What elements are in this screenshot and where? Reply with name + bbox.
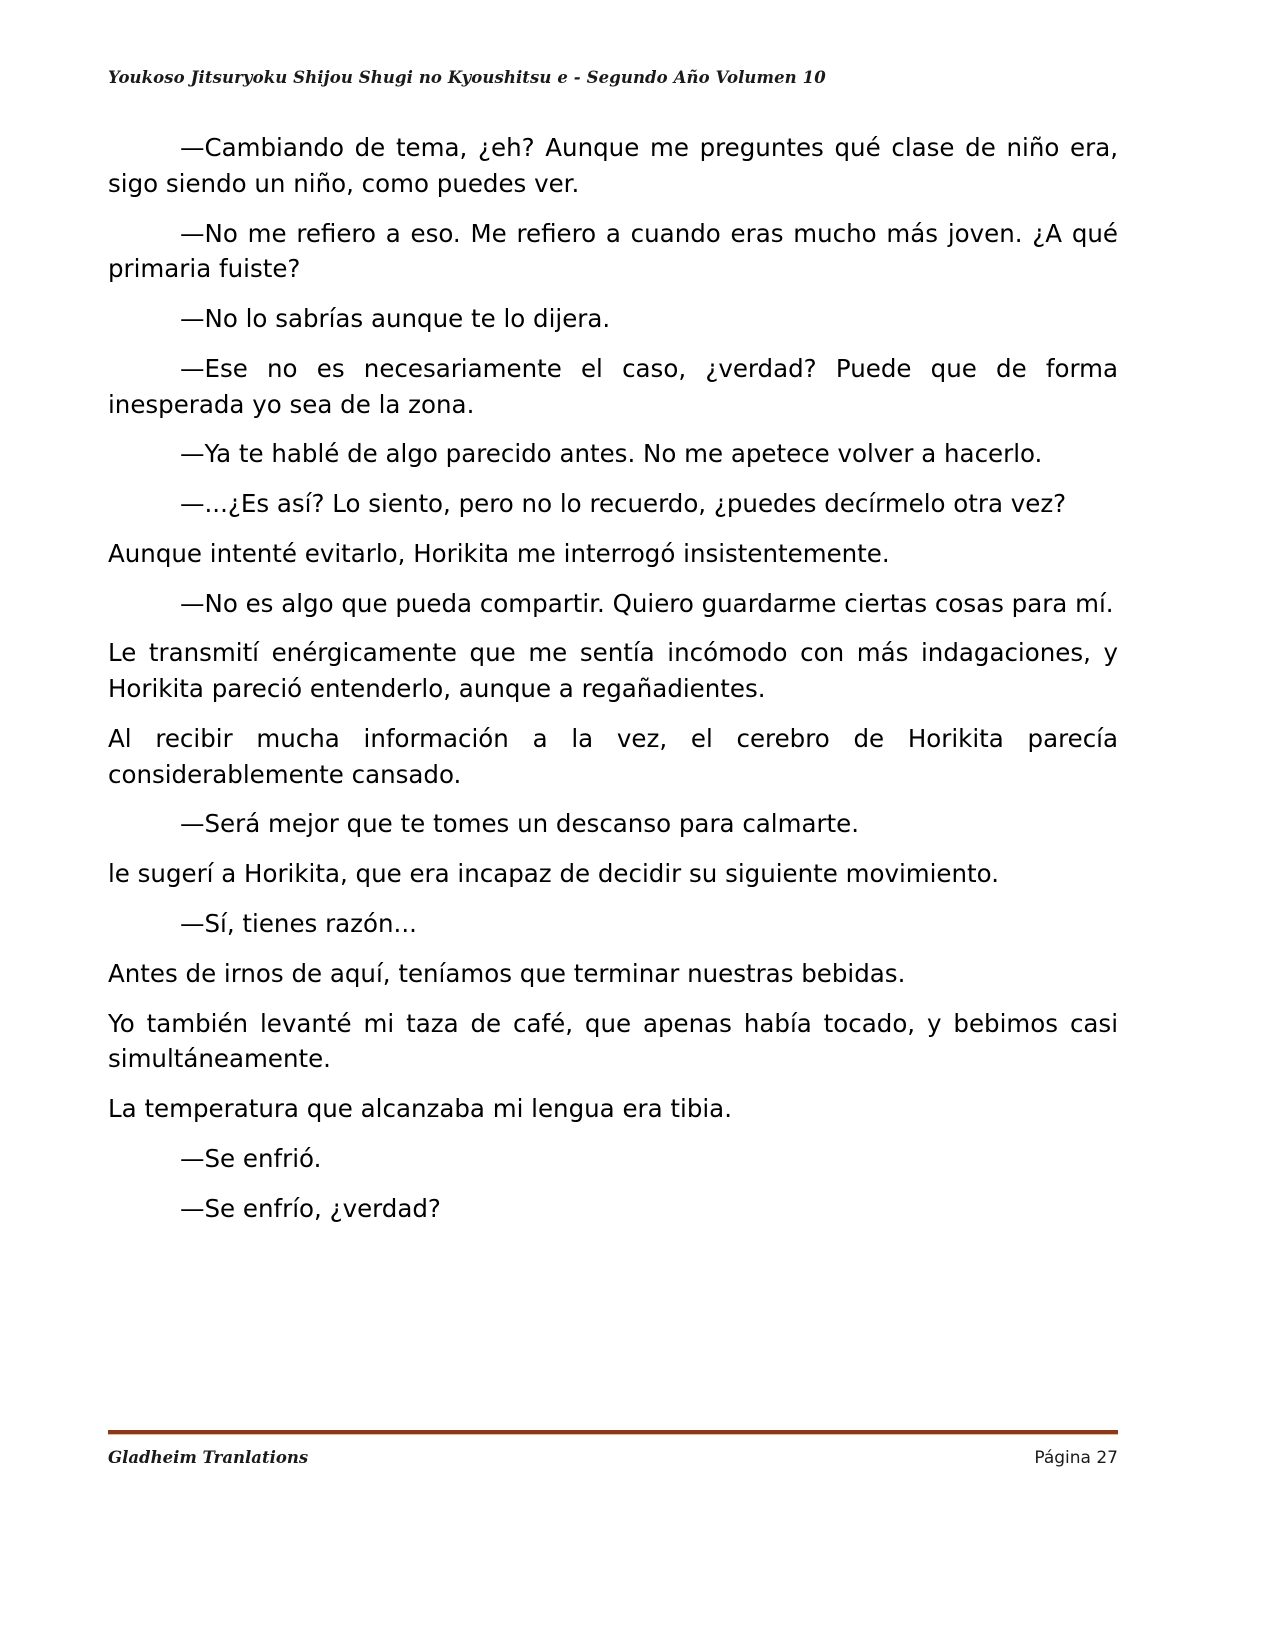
paragraph: —Ese no es necesariamente el caso, ¿verdad? Puede que de forma inesperada yo sea de la zona. [108,353,1118,419]
paragraph: —No me refiero a eso. Me refiero a cuando eras mucho más joven. ¿A qué primaria fuiste? [108,218,1118,284]
paragraph: Aunque intenté evitarlo, Horikita me interrogó insistentemente. [108,538,890,568]
paragraph: —No lo sabrías aunque te lo dijera. [180,304,611,334]
paragraph: —Será mejor que te tomes un descanso para calmarte. [180,809,860,839]
paragraph: —Se enfrió. [180,1143,322,1173]
paragraph: —Cambiando de tema, ¿eh? Aunque me preguntes qué clase de niño era, sigo siendo un niño, como puedes ver. [108,133,1118,198]
paragraph: —Se enfrío, ¿verdad? [180,1193,441,1223]
footer-page-number: Página 27 [1034,1448,1118,1468]
footer-divider [108,1430,1118,1435]
paragraph: Yo también levanté mi taza de café, que apenas había tocado, y bebimos casi simultáneamente. [108,1008,1118,1074]
paragraph: —...¿Es así? Lo siento, pero no lo recuerdo, ¿puedes decírmelo otra vez? [180,489,1067,519]
page-header-title: Youkoso Jitsuryoku Shijou Shugi no Kyoushitsu e - Segundo Año Volumen 10 [108,68,826,87]
paragraph: —Sí, tienes razón... [180,909,417,939]
paragraph: le sugerí a Horikita, que era incapaz de decidir su siguiente movimiento. [108,859,999,889]
document-body [108,130,1118,1240]
footer-translator-credit: Gladheim Tranlations [108,1448,309,1467]
paragraph: —Ya te hablé de algo parecido antes. No me apetece volver a hacerlo. [180,439,1043,469]
paragraph: Antes de irnos de aquí, teníamos que terminar nuestras bebidas. [108,958,906,988]
page-footer [108,1448,1118,1468]
paragraph: Le transmití enérgicamente que me sentía incómodo con más indagaciones, y Horikita pareció entenderlo, aunque a regañadientes. [108,638,1118,704]
paragraph: La temperatura que alcanzaba mi lengua era tibia. [108,1094,732,1124]
paragraph: —No es algo que pueda compartir. Quiero guardarme ciertas cosas para mí. [180,588,1114,618]
paragraph: Al recibir mucha información a la vez, el cerebro de Horikita parecía considerablemente cansado. [108,723,1118,789]
